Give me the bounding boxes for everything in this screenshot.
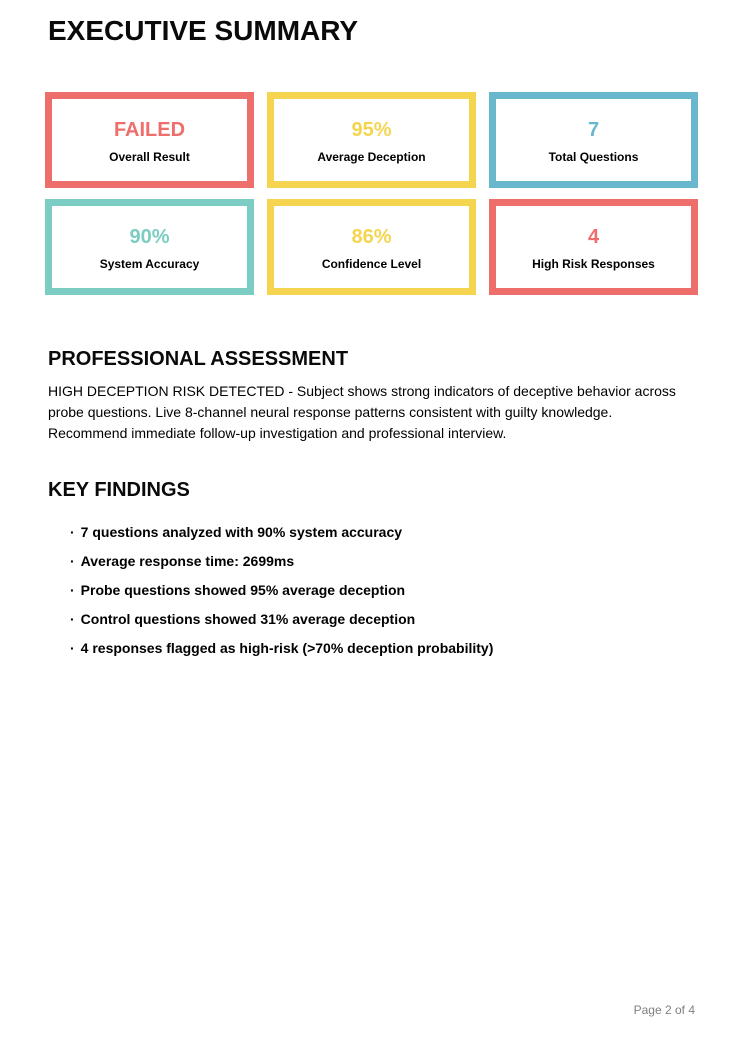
stat-label: Overall Result — [109, 149, 190, 164]
stat-value: 4 — [587, 225, 600, 248]
page-number: Page 2 of 4 — [633, 1003, 695, 1017]
stat-value: 95% — [351, 118, 392, 141]
stat-card — [489, 199, 698, 295]
stat-value: 90% — [129, 225, 170, 248]
professional-assessment-heading: PROFESSIONAL ASSESSMENT — [48, 348, 349, 371]
stat-label: High Risk Responses — [532, 256, 655, 271]
key-finding-item: · 4 responses flagged as high-risk (>70% deception probability) — [70, 641, 695, 655]
stat-label: Confidence Level — [321, 256, 422, 271]
key-finding-item: · 7 questions analyzed with 90% system accuracy — [70, 525, 695, 539]
stat-label: System Accuracy — [99, 256, 200, 271]
stat-value: 86% — [351, 225, 392, 248]
stat-value: FAILED — [113, 118, 186, 141]
page-title: EXECUTIVE SUMMARY — [48, 15, 359, 46]
stat-card — [267, 199, 476, 295]
professional-assessment-text: HIGH DECEPTION RISK DETECTED - Subject shows strong indicators of deceptive behavior across probe questions. Live 8-channel neural response patterns consistent with guilty knowledge. Recommend immediate follow-up investigation and professional interview. — [48, 383, 676, 442]
key-finding-item: · Average response time: 2699ms — [70, 554, 695, 568]
key-findings-heading: KEY FINDINGS — [48, 479, 190, 502]
key-findings-list — [48, 525, 695, 655]
stat-card — [45, 92, 254, 188]
stat-label: Total Questions — [548, 149, 639, 164]
summary-cards — [45, 92, 698, 295]
key-finding-item: · Control questions showed 31% average deception — [70, 612, 695, 626]
stat-card — [45, 199, 254, 295]
stat-value: 7 — [587, 118, 600, 141]
stat-label: Average Deception — [317, 149, 426, 164]
stat-card — [267, 92, 476, 188]
stat-card — [489, 92, 698, 188]
key-finding-item: · Probe questions showed 95% average deception — [70, 583, 695, 597]
